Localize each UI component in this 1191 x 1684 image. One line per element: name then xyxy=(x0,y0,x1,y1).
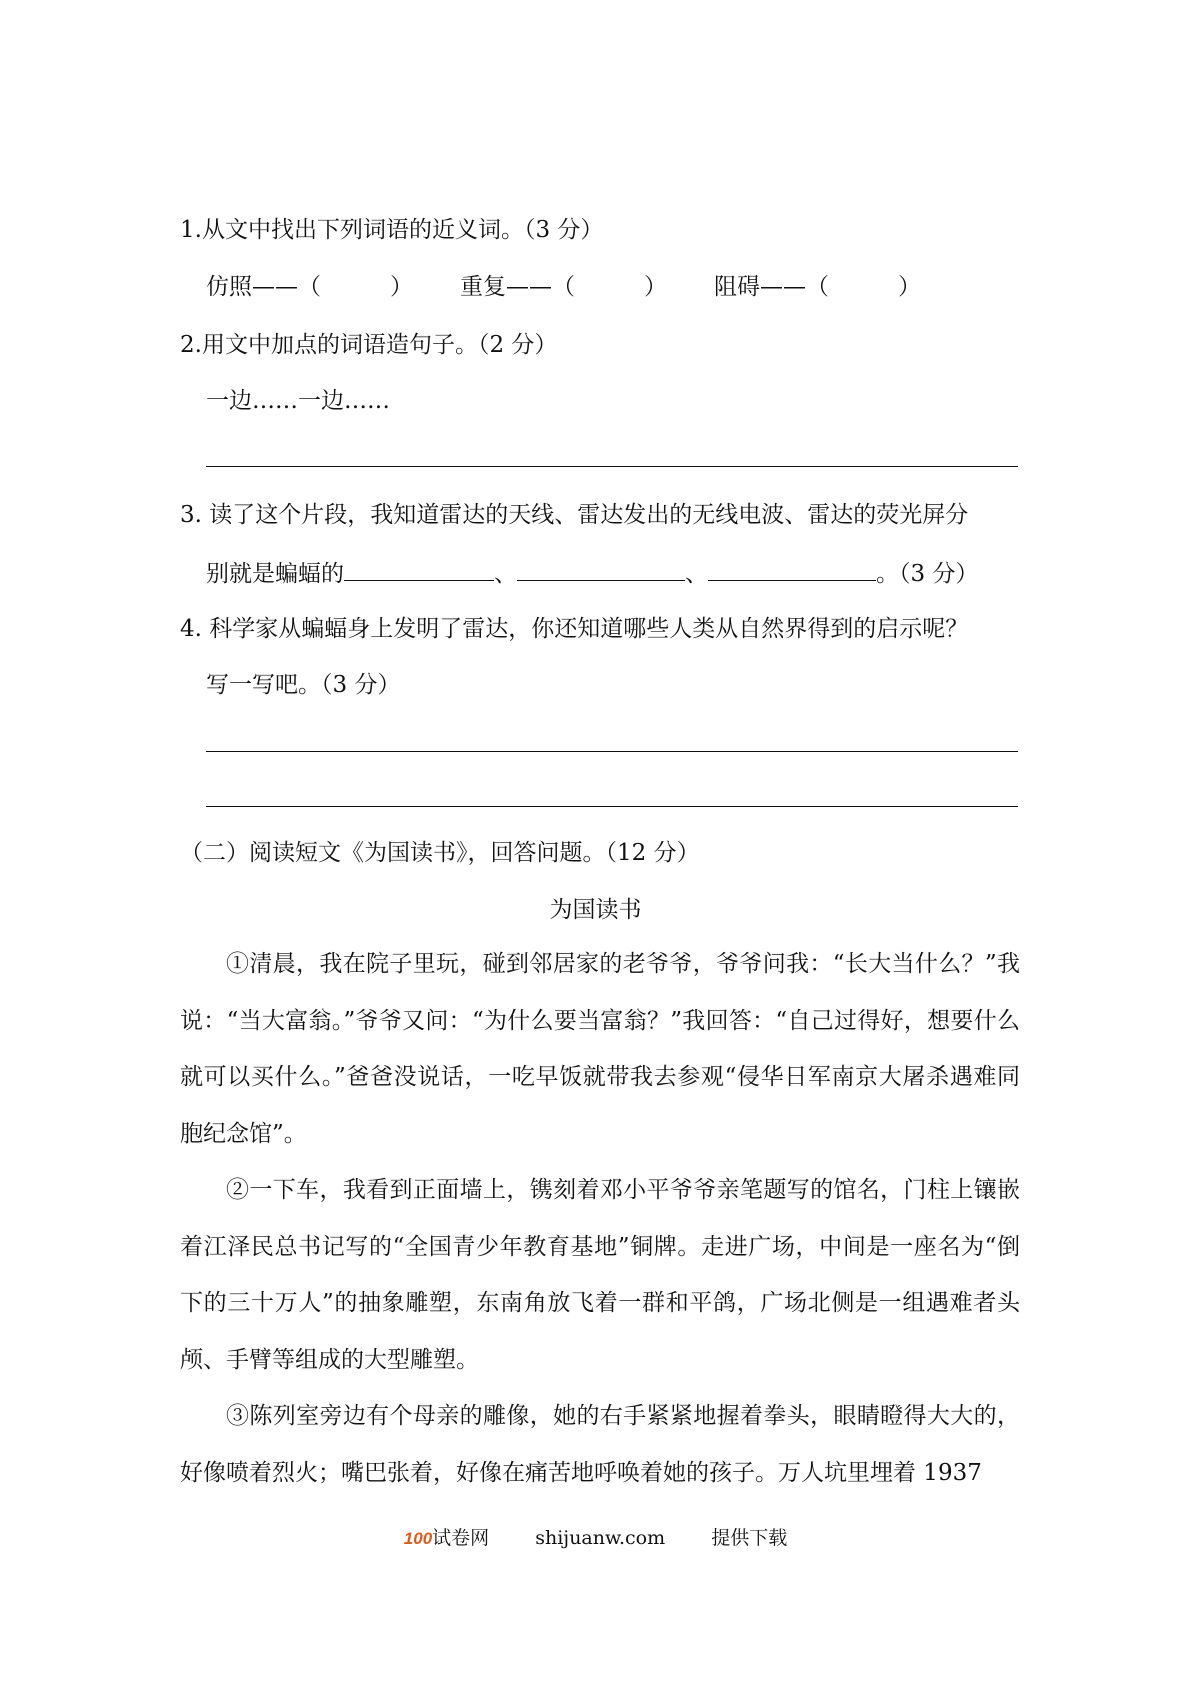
article-paragraph-1: ①清晨，我在院子里玩，碰到邻居家的老爷爷，爷爷问我：“长大当什么？”我说：“当大富翁。”爷爷又问：“为什么要当富翁？”我回答：“自己过得好，想要什么就可以买什么。”爸爸没说话，一吃早饭就带我去参观“侵华日军南京大屠杀遇难同胞纪念馆”。 xyxy=(180,951,1020,1147)
item-paren: （ ） xyxy=(552,274,667,300)
page-footer xyxy=(0,1525,1191,1552)
footer-note: 提供下载 xyxy=(711,1527,788,1549)
logo-icon: 100 xyxy=(403,1529,433,1548)
article-paragraph-3: ③陈列室旁边有个母亲的雕像，她的右手紧紧地握着拳头，眼睛瞪得大大的，好像喷着烈火；嘴巴张着，好像在痛苦地呼唤着她的孩子。万人坑里埋着 1937 xyxy=(180,1403,1020,1486)
question-4-prompt: 4. 科学家从蝙蝠身上发明了雷达，你还知道哪些人类从自然界得到的启示呢？ xyxy=(180,616,969,642)
site-name: 试卷网 xyxy=(432,1527,490,1549)
question-2-prompt: 2.用文中加点的词语造句子。（2 分） xyxy=(180,332,558,358)
line2-end: 。（3 分） xyxy=(876,561,979,587)
article-title: 为国读书 xyxy=(549,897,642,923)
footer-logo xyxy=(404,1527,489,1549)
answer-line[interactable] xyxy=(206,806,1018,807)
question-1-item xyxy=(206,272,413,302)
item-word: 阻碍—— xyxy=(714,274,806,300)
answer-line[interactable] xyxy=(206,466,1018,467)
item-paren: （ ） xyxy=(298,274,413,300)
separator: 、 xyxy=(494,561,517,587)
question-2-pattern: 一边……一边…… xyxy=(206,388,390,414)
item-word: 仿照—— xyxy=(206,274,298,300)
footer-url[interactable]: shijuanw.com xyxy=(535,1527,666,1549)
question-1-item xyxy=(714,272,921,302)
answer-blank-1[interactable] xyxy=(344,556,494,581)
section-heading: （二）阅读短文《为国读书》，回答问题。（12 分） xyxy=(180,840,700,866)
item-word: 重复—— xyxy=(460,274,552,300)
question-3-line2 xyxy=(206,556,978,589)
item-paren: （ ） xyxy=(806,274,921,300)
answer-line[interactable] xyxy=(206,751,1018,752)
line2-start: 别就是蝙蝠的 xyxy=(206,561,344,587)
question-1-item xyxy=(460,272,667,302)
question-3-prompt: 3. 读了这个片段，我知道雷达的天线、雷达发出的无线电波、雷达的荧光屏分 xyxy=(180,502,969,528)
question-1-prompt: 1.从文中找出下列词语的近义词。（3 分） xyxy=(180,217,604,243)
article-paragraph-2: ②一下车，我看到正面墙上，镌刻着邓小平爷爷亲笔题写的馆名，门柱上镶嵌着江泽民总书记写的“全国青少年教育基地”铜牌。走进广场，中间是一座名为“倒下的三十万人”的抽象雕塑，东南角放飞着一群和平鸽，广场北侧是一组遇难者头颅、手臂等组成的大型雕塑。 xyxy=(180,1177,1020,1373)
separator: 、 xyxy=(685,561,708,587)
answer-blank-2[interactable] xyxy=(517,556,685,581)
answer-blank-3[interactable] xyxy=(708,556,876,581)
question-4-line2: 写一写吧。（3 分） xyxy=(206,672,401,698)
